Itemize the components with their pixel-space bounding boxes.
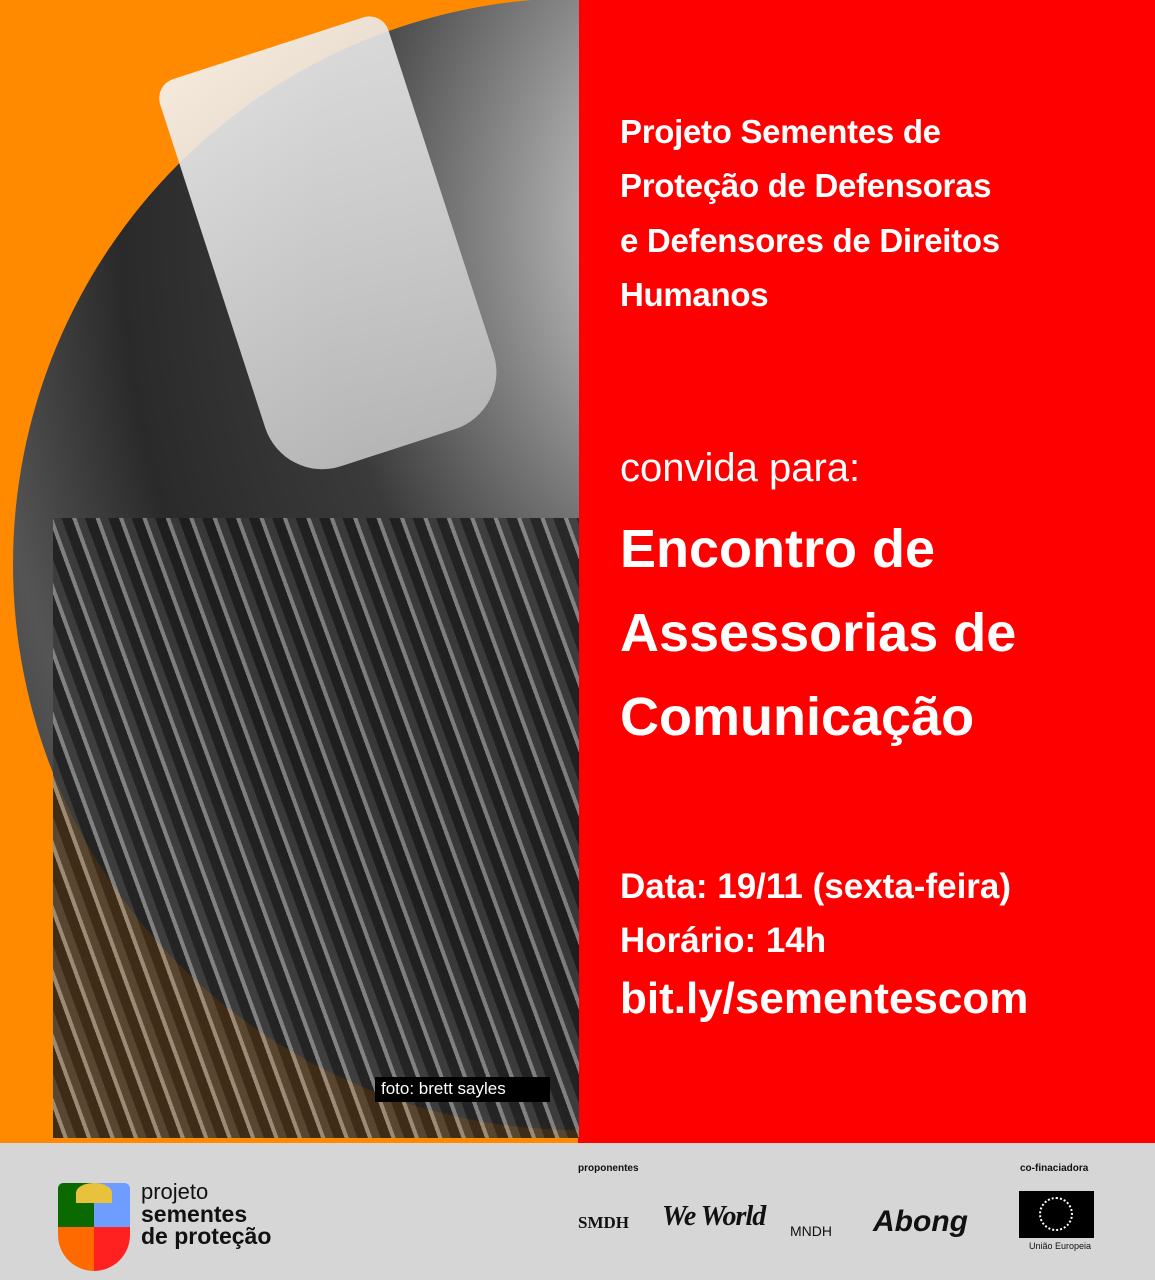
- project-line: e Defensores de Direitos: [620, 222, 1000, 259]
- brand-name: projeto sementes de proteção: [141, 1179, 272, 1249]
- photo-caption: foto: brett sayles: [375, 1077, 550, 1102]
- event-date: Data: 19/11 (sexta-feira): [620, 867, 1012, 906]
- megaphone-photo: [13, 0, 579, 1143]
- weworld-logo: We World: [662, 1201, 766, 1232]
- registration-link[interactable]: bit.ly/sementescom: [620, 974, 1029, 1023]
- event-title: Assessorias de: [620, 603, 1017, 663]
- eu-label: União Europeia: [1029, 1241, 1092, 1251]
- abong-logo: Abong: [873, 1205, 968, 1238]
- eu-flag-icon: [1019, 1191, 1094, 1238]
- mndh-logo: MNDH: [790, 1223, 832, 1239]
- sementes-logo-icon: [58, 1183, 130, 1271]
- cofin-label: co-finaciadora: [1020, 1163, 1089, 1174]
- project-line: Projeto Sementes de: [620, 113, 941, 150]
- proponentes-label: proponentes: [578, 1163, 639, 1174]
- project-line: Humanos: [620, 276, 769, 313]
- smdh-logo: SMDH: [578, 1213, 629, 1232]
- event-title: Encontro de: [620, 519, 936, 579]
- event-time: Horário: 14h: [620, 921, 827, 960]
- invite-text: convida para:: [620, 446, 861, 490]
- footer: [0, 1143, 1155, 1280]
- project-line: Proteção de Defensoras: [620, 167, 992, 204]
- event-title: Comunicação: [620, 687, 975, 747]
